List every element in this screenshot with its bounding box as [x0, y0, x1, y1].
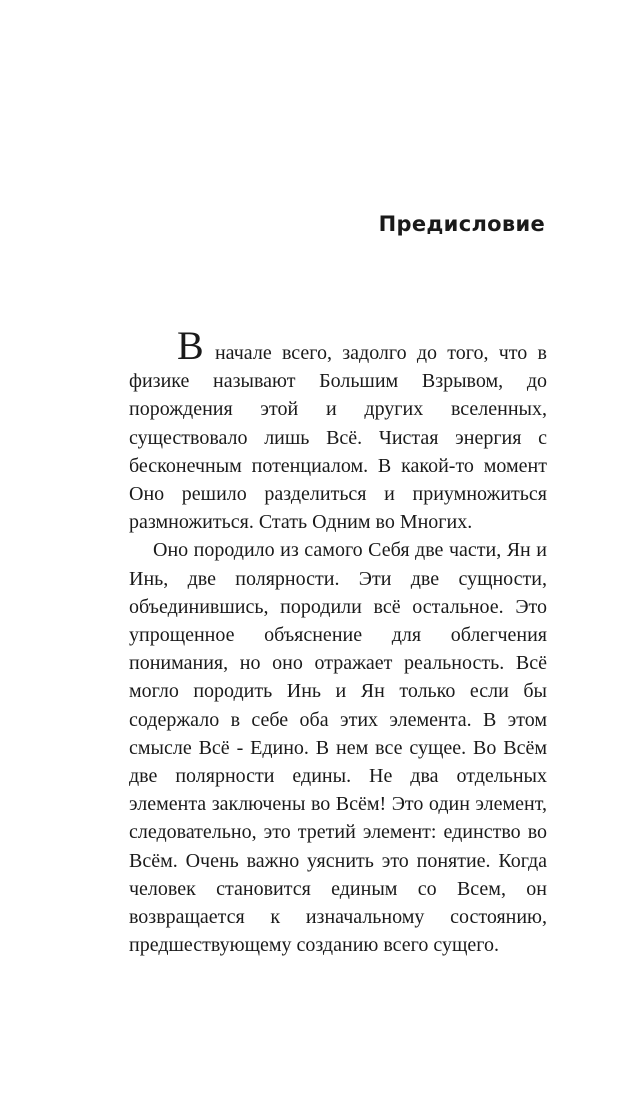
chapter-title: Предисловие: [378, 212, 545, 236]
chapter-body: [129, 323, 547, 959]
paragraph-2: Оно породило из самого Себя две части, Ян и Инь, две полярности. Эти две сущности, объединившись, породили всё остальное. Это упрощенное объяснение для облегчения понимания, но оно отражает реальность. Всё могло породить Инь и Ян только если бы содержало в себе оба этих элемента. В этом смысле Всё - Едино. В нем все сущее. Во Всём две полярности едины. Не два отдельных элемента заключены во Всём! Это один элемент, следовательно, это третий элемент: единство во Всём. Очень важно уяснить это понятие. Когда человек становится единым со Всем, он возвращается к изначальному состоянию, предшествующему созданию всего сущего.: [129, 539, 547, 957]
paragraph-1: [129, 323, 547, 536]
drop-cap: В: [177, 323, 204, 368]
paragraph-1-text: начале всего, задолго до того, что в физике называют Большим Взрывом, до порождения этой и других вселенных, существовало лишь Всё. Чистая энергия с бесконечным потенциалом. В какой-то момент Оно решило разделиться и приумножиться размножиться. Стать Одним во Многих.: [129, 342, 547, 534]
